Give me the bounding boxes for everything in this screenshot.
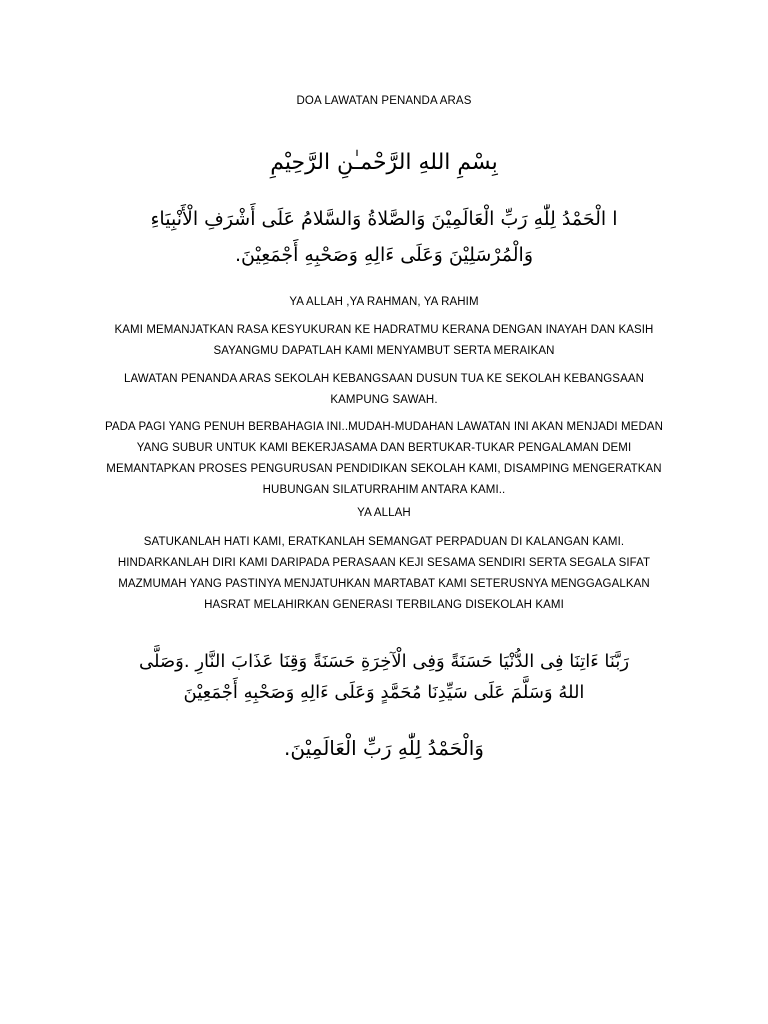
opening-line-1: ا الْحَمْدُ لِلّٰهِ رَبِّ الْعَالَمِيْنَ وَالصَّلاةُ وَالسَّلامُ عَلَى أَشْرَفِ الْأَنْبِيَاءِ (150, 208, 618, 230)
basmalah: بِسْمِ اللهِ الرَّحْمـٰنِ الرَّحِيْمِ (270, 150, 498, 175)
final-praise-line: وَالْحَمْدُ لِلّٰهِ رَبِّ الْعَالَمِيْنَ. (284, 736, 484, 760)
opening-line-2: وَالْمُرْسَلِيْنَ وَعَلَى ءَالِهِ وَصَحْبِهِ أَجْمَعِيْنَ. (234, 244, 533, 266)
closing-line-1: رَبَّنَا ءَاتِنَا فِى الدُّنْيَا حَسَنَةً وَفِى الْآخِرَةِ حَسَنَةً وَقِنَا عَذَابَ النَّارِ .وَصَلَّى (138, 651, 630, 672)
paragraph-unity: SATUKANLAH HATI KAMI, ERATKANLAH SEMANGAT PERPADUAN DI KALANGAN KAMI. HINDARKANLAH DIRI KAMI DARIPADA PERASAAN KEJI SESAMA SENDIRI SERTA SEGALA SIFAT MAZMUMAH YANG PASTINYA MENJATUHKAN MARTABAT KAMI SETERUSNYA MENGGAGALKAN HASRAT MELAHIRKAN GENERASI TERBILANG DISEKOLAH KAMI (117, 536, 651, 611)
paragraph-hope: PADA PAGI YANG PENUH BERBAHAGIA INI..MUDAH-MUDAHAN LAWATAN INI AKAN MENJADI MEDAN YANG SUBUR UNTUK KAMI BEKERJASAMA DAN BERTUKAR-TUKAR PENGALAMAN DEMI MEMANTAPKAN PROSES PENGURUSAN PENDIDIKAN SEKOLAH KAMI, DISAMPING MENGERATKAN HUBUNGAN SILATURRAHIM ANTARA KAMI.. (104, 421, 664, 496)
ya-allah-heading: YA ALLAH (357, 507, 411, 519)
paragraph-gratitude: KAMI MEMANJATKAN RASA KESYUKURAN KE HADRATMU KERANA DENGAN INAYAH DAN KASIH SAYANGMU DAPATLAH KAMI MENYAMBUT SERTA MERAIKAN (114, 324, 654, 357)
document-title: DOA LAWATAN PENANDA ARAS (296, 95, 472, 107)
salutation: YA ALLAH ,YA RAHMAN, YA RAHIM (289, 296, 479, 308)
closing-line-2: اللهُ وَسَلَّمَ عَلَى سَيِّدِنَا مُحَمَّدٍ وَعَلَى ءَالِهِ وَصَحْبِهِ أَجْمَعِيْنَ (183, 682, 585, 703)
paragraph-visit: LAWATAN PENANDA ARAS SEKOLAH KEBANGSAAN DUSUN TUA KE SEKOLAH KEBANGSAAN KAMPUNG SAWAH. (123, 373, 645, 406)
